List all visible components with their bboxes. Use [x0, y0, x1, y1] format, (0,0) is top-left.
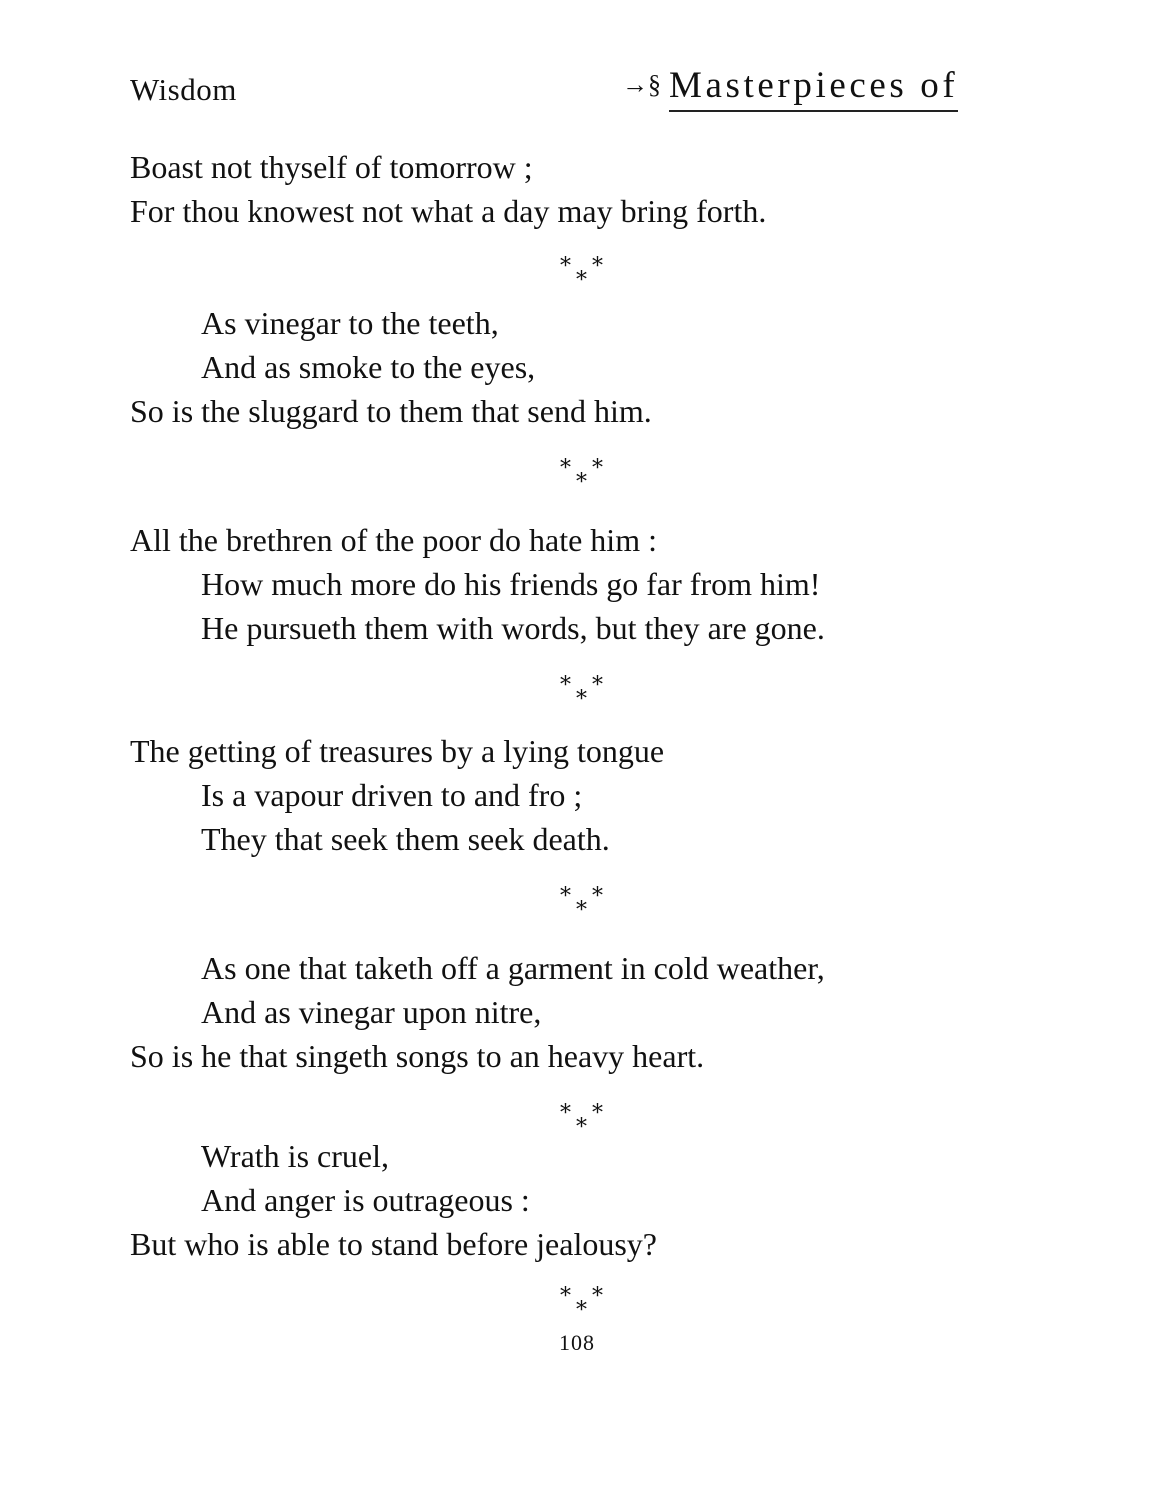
verse-line: But who is able to stand before jealousy?	[130, 1226, 657, 1262]
asterism-separator: * * *	[560, 456, 603, 495]
ornament-icon: →§	[622, 70, 661, 99]
asterism-separator: * * *	[560, 884, 603, 923]
verse-line: And as vinegar upon nitre,	[201, 994, 542, 1030]
verse-line: As vinegar to the teeth,	[201, 305, 499, 341]
verse-line: How much more do his friends go far from him!	[201, 566, 821, 602]
verse-line: So is the sluggard to them that send him.	[130, 393, 652, 429]
verse-line: So is he that singeth songs to an heavy heart.	[130, 1038, 705, 1074]
verse-line: For thou knowest not what a day may bring forth.	[130, 193, 767, 229]
verse-line: Is a vapour driven to and fro ;	[201, 777, 583, 813]
asterism-separator: * * *	[560, 673, 603, 712]
asterism-separator: * * *	[560, 1284, 603, 1323]
verse-line: Wrath is cruel,	[201, 1138, 389, 1174]
verse-line: Boast not thyself of tomorrow ;	[130, 149, 533, 185]
verse-line: The getting of treasures by a lying tongue	[130, 733, 665, 769]
verse-line: And as smoke to the eyes,	[201, 349, 536, 385]
asterism-separator: * * *	[560, 254, 603, 293]
running-head-left: Wisdom	[130, 72, 237, 107]
verse-line: And anger is outrageous :	[201, 1182, 530, 1218]
verse-line: As one that taketh off a garment in cold weather,	[201, 950, 825, 986]
asterism-separator: * * *	[560, 1101, 603, 1140]
verse-line: All the brethren of the poor do hate him :	[130, 522, 657, 558]
running-head-title: Masterpieces of	[669, 64, 958, 112]
verse-line: He pursueth them with words, but they are gone.	[201, 610, 825, 646]
page-number: 108	[559, 1330, 595, 1355]
running-head-right	[622, 64, 958, 120]
verse-line: They that seek them seek death.	[201, 821, 610, 857]
